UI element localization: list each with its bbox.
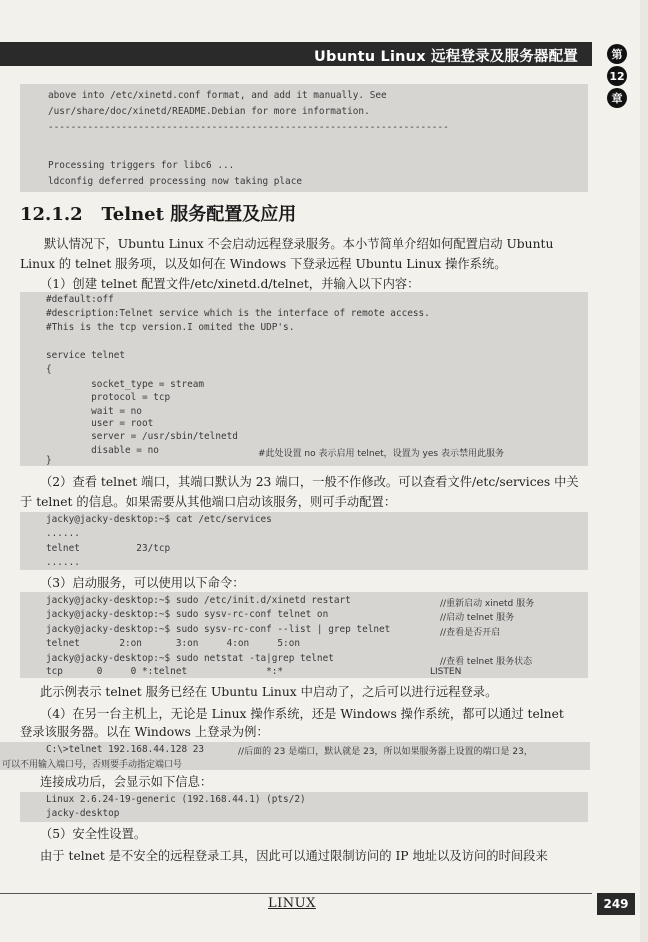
- code-line: service telnet: [46, 350, 126, 361]
- code-block-services: [20, 512, 588, 570]
- step-text: （5）安全性设置。: [40, 827, 147, 841]
- code-comment: //查看是否开启: [440, 628, 501, 638]
- code-line: jacky@jacky-desktop:~$ cat /etc/services: [46, 514, 272, 525]
- page-number: 249: [597, 893, 635, 915]
- step-text: （3）启动服务，可以使用以下命令：: [40, 576, 245, 590]
- code-line: server = /usr/sbin/telnetd: [46, 431, 238, 442]
- paragraph-line: 默认情况下，Ubuntu Linux 不会启动远程登录服务。本小节简单介绍如何配置启动 Ubuntu: [44, 237, 554, 251]
- code-line: {: [46, 364, 52, 375]
- code-line: wait = no: [46, 406, 142, 417]
- code-line: }: [46, 455, 52, 466]
- code-line: telnet 23/tcp: [46, 543, 171, 554]
- code-line: disable = no: [46, 445, 159, 456]
- code-line: -----------------------------------------------------------------------: [48, 122, 449, 133]
- code-comment: 可以不用输入端口号，否则要手动指定端口号: [2, 760, 183, 770]
- chapter-tab-char: 章: [607, 88, 627, 108]
- code-line: #description:Telnet service which is the interface of remote access.: [46, 308, 430, 319]
- code-line: tcp 0 0 *:telnet *:*: [46, 666, 284, 677]
- code-block-start-service: [20, 592, 588, 678]
- code-line: Linux 2.6.24-19-generic (192.168.44.1) (pts/2): [46, 794, 306, 805]
- paragraph-line: Linux 的 telnet 服务项，以及如何在 Windows 下登录远程 Ubuntu Linux 操作系统。: [20, 257, 507, 271]
- code-line: ......: [46, 528, 80, 539]
- code-line: ldconfig deferred processing now taking place: [48, 176, 302, 187]
- section-number: 12.1.2: [20, 204, 83, 225]
- page-edge: [640, 0, 648, 942]
- code-block-windows-login: [0, 742, 590, 770]
- code-line: user = root: [46, 418, 154, 429]
- step-text: （2）查看 telnet 端口，其端口默认为 23 端口，一般不作修改。可以查看文件/etc/services 中关: [40, 475, 579, 489]
- paragraph-line: 连接成功后，会显示如下信息：: [40, 775, 213, 789]
- chapter-tab-char: 第: [607, 44, 627, 64]
- code-comment: LISTEN: [430, 667, 462, 677]
- chapter-tab: [603, 44, 631, 120]
- code-block-install-output: [20, 84, 588, 192]
- code-line: #default:off: [46, 294, 114, 305]
- code-line: jacky@jacky-desktop:~$ sudo sysv-rc-conf telnet on: [46, 609, 329, 620]
- code-line: jacky@jacky-desktop:~$ sudo netstat -ta|grep telnet: [46, 653, 334, 664]
- paragraph-line: 于 telnet 的信息。如果需要从其他端口启动该服务，则可手动配置：: [20, 495, 397, 509]
- code-line: ......: [46, 557, 80, 568]
- running-header: [0, 42, 592, 66]
- code-comment: //查看 telnet 服务状态: [440, 657, 533, 667]
- code-line: /usr/share/doc/xinetd/README.Debian for more information.: [48, 106, 370, 117]
- running-header-title: Ubuntu Linux 远程登录及服务器配置: [314, 49, 578, 65]
- code-line: C:\>telnet 192.168.44.128 23: [46, 744, 205, 755]
- step-text: （1）创建 telnet 配置文件/etc/xinetd.d/telnet，并输入以下内容：: [40, 277, 420, 291]
- code-line: protocol = tcp: [46, 392, 171, 403]
- footer-logo: LINUX: [268, 896, 316, 911]
- paragraph-line: 由于 telnet 是不安全的远程登录工具，因此可以通过限制访问的 IP 地址以及访问的时间段来: [40, 849, 548, 863]
- code-line: #This is the tcp version.I omited the UDP's.: [46, 322, 295, 333]
- code-line: jacky@jacky-desktop:~$ sudo sysv-rc-conf --list | grep telnet: [46, 624, 391, 635]
- code-comment: //后面的 23 是端口，默认就是 23，所以如果服务器上设置的端口是 23，: [238, 747, 533, 757]
- code-line: jacky-desktop: [46, 808, 120, 819]
- footer-rule: [0, 893, 592, 894]
- code-comment: #此处设置 no 表示启用 telnet，设置为 yes 表示禁用此服务: [258, 449, 504, 459]
- code-line: jacky@jacky-desktop:~$ sudo /etc/init.d/xinetd restart: [46, 595, 351, 606]
- code-line: socket_type = stream: [46, 379, 205, 390]
- code-line: above into /etc/xinetd.conf format, and add it manually. See: [48, 90, 387, 101]
- code-block-login-output: [20, 792, 588, 822]
- code-line: telnet 2:on 3:on 4:on 5:on: [46, 638, 300, 649]
- code-comment: //重新启动 xinetd 服务: [440, 599, 535, 609]
- code-line: Processing triggers for libc6 ...: [48, 160, 235, 171]
- paragraph-line: 此示例表示 telnet 服务已经在 Ubuntu Linux 中启动了，之后可以进行远程登录。: [40, 685, 498, 699]
- section-heading: [20, 200, 296, 226]
- code-block-telnet-config: [20, 292, 588, 466]
- step-text: （4）在另一台主机上，无论是 Linux 操作系统，还是 Windows 操作系统，都可以通过 telnet: [40, 707, 564, 721]
- code-comment: //启动 telnet 服务: [440, 613, 515, 623]
- paragraph-line: 登录该服务器。以在 Windows 上登录为例：: [20, 725, 269, 739]
- chapter-tab-number: 12: [607, 66, 627, 86]
- section-title: Telnet 服务配置及应用: [101, 204, 297, 225]
